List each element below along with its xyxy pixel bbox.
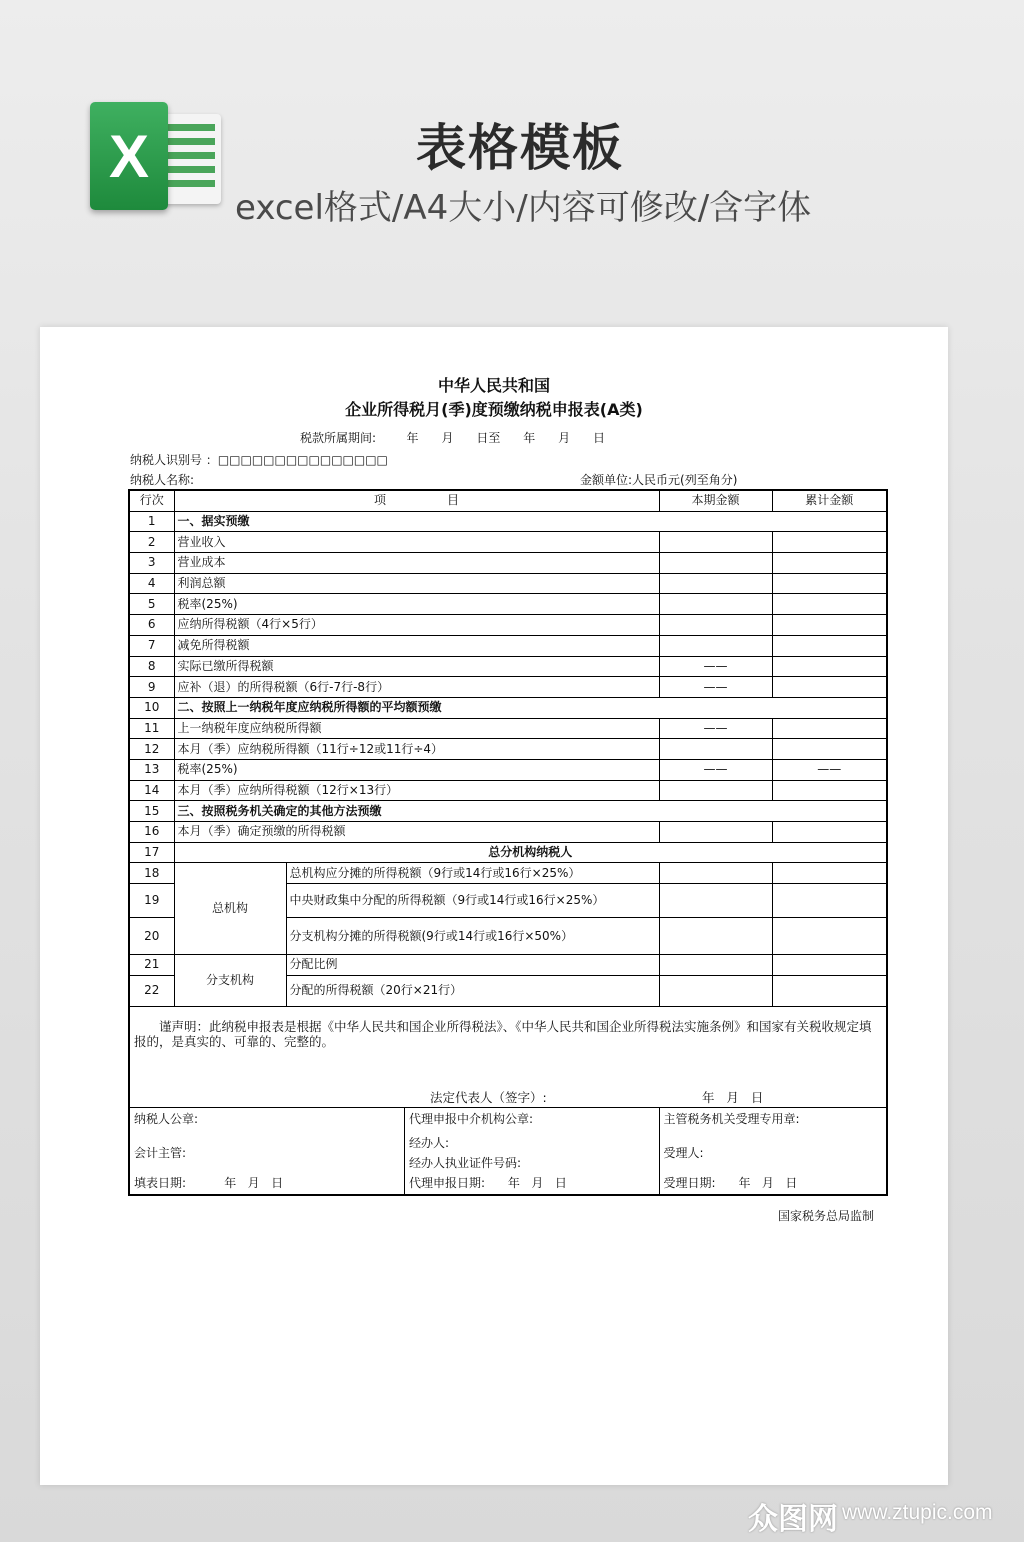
- row-no: 17: [129, 842, 174, 863]
- row-no: 21: [129, 955, 174, 976]
- agent-block: [405, 1108, 659, 1194]
- row-no: 22: [129, 975, 174, 1006]
- table-row: [129, 863, 887, 884]
- current-amount-cell[interactable]: [659, 955, 772, 976]
- accounting-supervisor-label: 会计主管:: [134, 1145, 187, 1160]
- row-item: 减免所得税额: [174, 635, 659, 656]
- table-row: [129, 697, 887, 718]
- current-amount-cell[interactable]: [659, 594, 772, 615]
- row-no: 2: [129, 532, 174, 553]
- group-head-office: 总机构: [174, 863, 286, 955]
- form-title-line1: 中华人民共和国: [437, 376, 550, 395]
- table-header-row: [129, 490, 887, 511]
- row-no: 20: [129, 918, 174, 955]
- section-heading: 二、按照上一纳税年度应纳税所得额的平均额预缴: [174, 697, 887, 718]
- current-amount-cell[interactable]: [659, 822, 772, 843]
- current-amount-cell[interactable]: [659, 635, 772, 656]
- legal-date: 年 月 日: [702, 1089, 764, 1105]
- row-no: 9: [129, 677, 174, 698]
- row-item: 实际已缴所得税额: [174, 656, 659, 677]
- current-amount-cell[interactable]: [659, 553, 772, 574]
- row-item: 应补（退）的所得税额（6行-7行-8行）: [174, 677, 659, 698]
- row-item: 营业收入: [174, 532, 659, 553]
- taxpayer-id: 纳税人识别号 ：□□□□□□□□□□□□□□□: [130, 453, 388, 467]
- section-heading: 三、按照税务机关确定的其他方法预缴: [174, 801, 887, 822]
- declaration-cell: [129, 1006, 887, 1107]
- row-no: 13: [129, 759, 174, 780]
- cumulative-amount-cell[interactable]: [772, 553, 887, 574]
- current-amount-cell[interactable]: [659, 532, 772, 553]
- receive-date-label: 受理日期: 年 月 日: [663, 1175, 798, 1190]
- cumulative-amount-cell[interactable]: [772, 573, 887, 594]
- row-no: 18: [129, 863, 174, 884]
- form-title-line2: 企业所得税月(季)度预缴纳税申报表(A类): [345, 400, 643, 419]
- section-heading: 一、据实预缴: [174, 511, 887, 532]
- watermark-logo: 众图网: [748, 1502, 838, 1537]
- table-row: [129, 532, 887, 553]
- row-item: 总机构应分摊的所得税额（9行或14行或16行×25%）: [286, 863, 659, 884]
- current-amount-cell[interactable]: [659, 615, 772, 636]
- cumulative-amount-cell[interactable]: [772, 739, 887, 760]
- cumulative-amount-cell[interactable]: [772, 615, 887, 636]
- row-item: 中央财政集中分配的所得税额（9行或14行或16行×25%）: [286, 884, 659, 918]
- row-no: 11: [129, 718, 174, 739]
- handler-label: 经办人:: [409, 1135, 450, 1150]
- taxpayer-name: 纳税人名称:: [130, 473, 195, 487]
- cumulative-amount-cell[interactable]: [772, 975, 887, 1006]
- row-item: 税率(25%): [174, 594, 659, 615]
- row-no: 10: [129, 697, 174, 718]
- row-no: 8: [129, 656, 174, 677]
- banner-title: 表格模板: [416, 119, 624, 177]
- header-cumulative: 累计金额: [772, 490, 887, 511]
- cumulative-amount-cell[interactable]: [772, 656, 887, 677]
- table-row: [129, 739, 887, 760]
- section-heading: 总分机构纳税人: [174, 842, 887, 863]
- legal-representative: 法定代表人（签字）:: [430, 1089, 547, 1105]
- cumulative-amount-cell[interactable]: [772, 718, 887, 739]
- form-paper: [40, 327, 948, 1485]
- table-row: [129, 955, 887, 976]
- tax-period: 税款所属期间: 年 月 日至 年 月 日: [300, 431, 605, 445]
- current-amount-cell: ——: [659, 656, 772, 677]
- row-no: 14: [129, 780, 174, 801]
- row-item: 应纳所得税额（4行×5行）: [174, 615, 659, 636]
- cumulative-amount-cell[interactable]: [772, 780, 887, 801]
- agent-seal-label: 代理申报中介机构公章:: [409, 1111, 534, 1126]
- table-row: [129, 822, 887, 843]
- group-branch: 分支机构: [174, 955, 286, 1007]
- authority-seal-label: 主管税务机关受理专用章:: [663, 1111, 800, 1126]
- cumulative-amount-cell[interactable]: [772, 594, 887, 615]
- row-no: 16: [129, 822, 174, 843]
- row-no: 7: [129, 635, 174, 656]
- cumulative-amount-cell[interactable]: [772, 918, 887, 955]
- current-amount-cell[interactable]: [659, 863, 772, 884]
- tax-form-table: [128, 489, 888, 1196]
- row-item: 分配的所得税额（20行×21行）: [286, 975, 659, 1006]
- row-item: 营业成本: [174, 553, 659, 574]
- row-no: 3: [129, 553, 174, 574]
- cumulative-amount-cell[interactable]: [772, 635, 887, 656]
- table-row: [129, 635, 887, 656]
- row-no: 6: [129, 615, 174, 636]
- table-row: [129, 553, 887, 574]
- row-no: 1: [129, 511, 174, 532]
- row-item: 本月（季）应纳所得税额（12行×13行）: [174, 780, 659, 801]
- tax-authority-block: [659, 1107, 887, 1195]
- row-no: 4: [129, 573, 174, 594]
- current-amount-cell: ——: [659, 677, 772, 698]
- table-row: [129, 718, 887, 739]
- current-amount-cell[interactable]: [659, 918, 772, 955]
- declaration-row: [129, 1006, 887, 1107]
- handler-license-label: 经办人执业证件号码:: [409, 1155, 522, 1170]
- table-row: [129, 842, 887, 863]
- row-no: 19: [129, 884, 174, 918]
- declaration-text: 谨声明：此纳税申报表是根据《中华人民共和国企业所得税法》、《中华人民共和国企业所得税法实施条例》和国家有关税收规定填报的，是真实的、可靠的、完整的。: [134, 1018, 872, 1049]
- table-row: [129, 594, 887, 615]
- row-item: 本月（季）确定预缴的所得税额: [174, 822, 659, 843]
- table-row: [129, 677, 887, 698]
- cumulative-amount-cell[interactable]: [772, 822, 887, 843]
- header-current: 本期金额: [659, 490, 772, 511]
- table-row: [129, 656, 887, 677]
- row-no: 5: [129, 594, 174, 615]
- signature-row: [129, 1107, 887, 1195]
- current-amount-cell: ——: [659, 718, 772, 739]
- current-amount-cell[interactable]: [659, 573, 772, 594]
- agent-date-label: 代理申报日期: 年 月 日: [409, 1175, 567, 1190]
- cumulative-amount-cell: ——: [772, 759, 887, 780]
- cumulative-amount-cell[interactable]: [772, 677, 887, 698]
- banner-subtitle: excel格式/A4大小/内容可修改/含字体: [235, 188, 812, 228]
- fill-date-label: 填表日期: 年 月 日: [134, 1175, 284, 1190]
- receiver-label: 受理人:: [663, 1145, 704, 1160]
- table-row: [129, 511, 887, 532]
- cumulative-amount-cell[interactable]: [772, 532, 887, 553]
- taxpayer-seal-block: [130, 1108, 405, 1194]
- taxpayer-seal-label: 纳税人公章:: [134, 1111, 199, 1126]
- header-item: 项 目: [174, 490, 659, 511]
- table-row: [129, 615, 887, 636]
- row-item: 分支机构分摊的所得税额(9行或14行或16行×50%）: [286, 918, 659, 955]
- table-row: [129, 780, 887, 801]
- table-row: [129, 573, 887, 594]
- row-item: 税率(25%): [174, 759, 659, 780]
- header-row-no: 行次: [129, 490, 174, 511]
- supervisor-note: 国家税务总局监制: [777, 1209, 874, 1223]
- excel-badge: X: [90, 102, 168, 210]
- row-item: 上一纳税年度应纳税所得额: [174, 718, 659, 739]
- current-amount-cell[interactable]: [659, 739, 772, 760]
- row-item: 分配比例: [286, 955, 659, 976]
- row-no: 12: [129, 739, 174, 760]
- current-amount-cell: ——: [659, 759, 772, 780]
- row-no: 15: [129, 801, 174, 822]
- cumulative-amount-cell[interactable]: [772, 955, 887, 976]
- current-amount-cell[interactable]: [659, 780, 772, 801]
- current-amount-cell[interactable]: [659, 884, 772, 918]
- cumulative-amount-cell[interactable]: [772, 863, 887, 884]
- excel-logo-icon: [90, 102, 225, 212]
- signature-cells: [129, 1107, 659, 1195]
- watermark-url: www.ztupic.com: [842, 1501, 993, 1524]
- amount-unit: 金额单位:人民币元(列至角分): [580, 473, 738, 487]
- table-row: [129, 801, 887, 822]
- cumulative-amount-cell[interactable]: [772, 884, 887, 918]
- row-item: 利润总额: [174, 573, 659, 594]
- table-row: [129, 759, 887, 780]
- row-item: 本月（季）应纳税所得额（11行÷12或11行÷4）: [174, 739, 659, 760]
- current-amount-cell[interactable]: [659, 975, 772, 1006]
